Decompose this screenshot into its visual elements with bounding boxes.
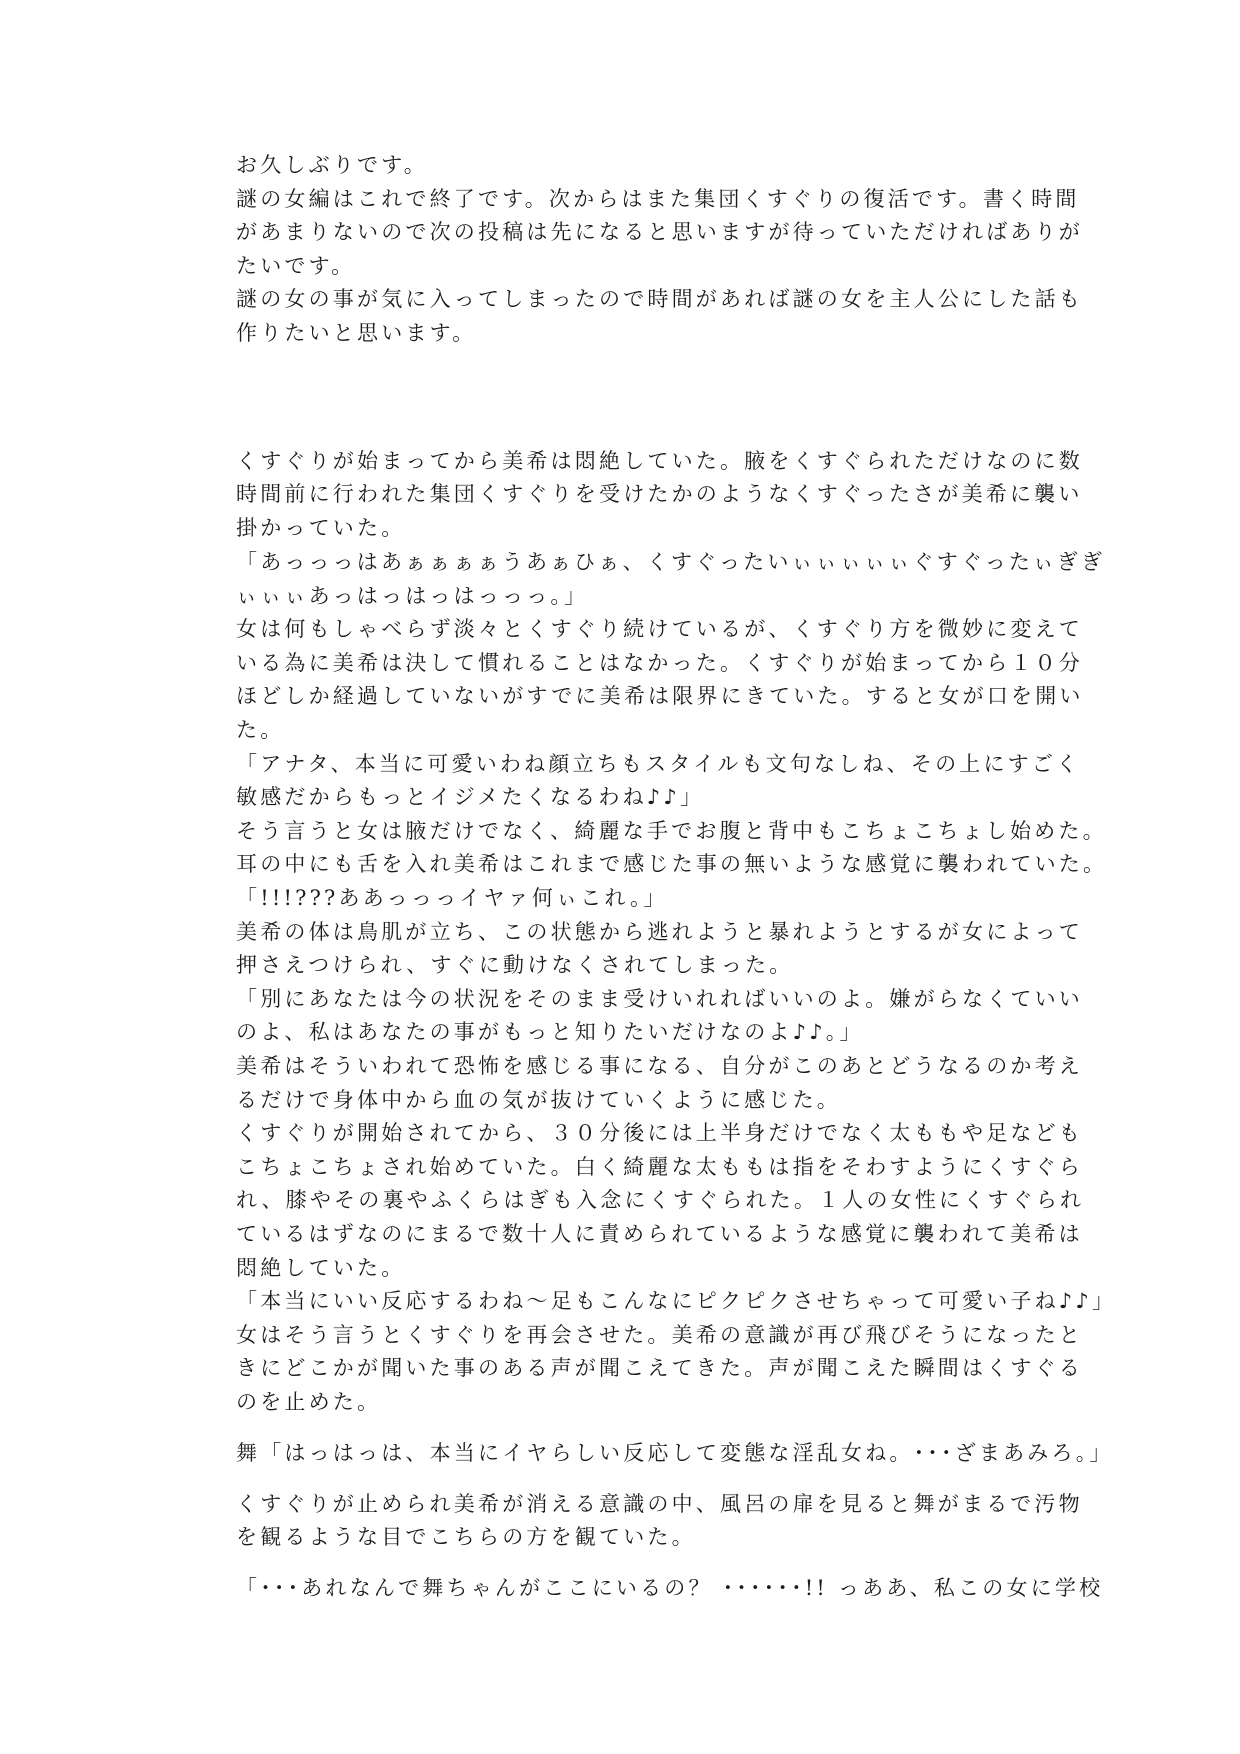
intro-line: 謎の女の事が気に入ってしまったので時間があれば謎の女を主人公にした話も [236, 287, 1083, 311]
intro-line: があまりないので次の投稿は先になると思いますが待っていただければありが [236, 220, 1083, 244]
story-line: ほどしか経過していないがすでに美希は限界にきていた。すると女が口を開い [236, 684, 1084, 708]
intro-line: 謎の女編はこれで終了です。次からはまた集団くすぐりの復活です。書く時間 [236, 187, 1080, 211]
dialogue-line: 「･･･あれなんで舞ちゃんがここにいるの？ ･･････!! っああ、私この女に学校 [236, 1576, 1104, 1600]
story-line: 時間前に行われた集団くすぐりを受けたかのようなくすぐったさが美希に襲い [236, 482, 1083, 506]
story-line: 悶絶していた。 [236, 1256, 406, 1280]
story-line: た。 [236, 718, 285, 742]
story-line: 耳の中にも舌を入れ美希はこれまで感じた事の無いような感覚に襲われていた。 [236, 852, 1108, 876]
story-line: 美希の体は鳥肌が立ち、この状態から逃れようと暴れようとするが女によって [236, 920, 1083, 944]
story-line: 「あっっっはあぁぁぁぁうあぁひぁ、くすぐったいぃぃぃぃぃぐすぐったぃぎぎ [236, 550, 1106, 574]
story-line: 敏感だからもっとイジメたくなるわね♪♪」 [236, 785, 705, 809]
story-line: くすぐりが止められ美希が消える意識の中、風呂の扉を見ると舞がまるで汚物 [236, 1492, 1083, 1516]
story-line: 「アナタ、本当に可愛いわね顔立ちもスタイルも文句なしね、その上にすごく [236, 752, 1081, 776]
story-line: ているはずなのにまるで数十人に責められているような感覚に襲われて美希は [236, 1222, 1083, 1246]
story-line: きにどこかが聞いた事のある声が聞こえてきた。声が聞こえた瞬間はくすぐる [236, 1356, 1083, 1380]
story-line: 「!!!???ああっっっイヤァ何ぃこれ。」 [236, 886, 668, 910]
intro-line: たいです。 [236, 254, 356, 278]
story-line: 女はそう言うとくすぐりを再会させた。美希の意識が再び飛びそうになったと [236, 1323, 1083, 1347]
story-line: を観るような目でこちらの方を観ていた。 [236, 1525, 696, 1549]
story-line: のを止めた。 [236, 1390, 382, 1414]
story-line: 掛かっていた。 [236, 516, 406, 540]
story-line: 美希はそういわれて恐怖を感じる事になる、自分がこのあとどうなるのか考え [236, 1054, 1083, 1078]
story-line: くすぐりが始まってから美希は悶絶していた。腋をくすぐられただけなのに数 [236, 449, 1083, 473]
story-line: 押さえつけられ、すぐに動けなくされてしまった。 [236, 953, 794, 977]
intro-line: 作りたいと思います。 [236, 321, 477, 345]
story-line: のよ、私はあなたの事がもっと知りたいだけなのよ♪♪。」 [236, 1020, 864, 1044]
story-line: 「別にあなたは今の状況をそのまま受けいれればいいのよ。嫌がらなくていい [236, 987, 1083, 1011]
dialogue-line: 舞「はっはっは、本当にイヤらしい反応して変態な淫乱女ね。･･･ざまあみろ。」 [236, 1441, 1114, 1465]
story-line: こちょこちょされ始めていた。白く綺麗な太ももは指をそわすようにくすぐら [236, 1155, 1083, 1179]
story-line: ぃぃぃあっはっはっはっっっ。」 [236, 584, 589, 608]
story-line: そう言うと女は腋だけでなく、綺麗な手でお腹と背中もこちょこちょし始めた。 [236, 819, 1107, 843]
story-line: 「本当にいい反応するわね～足もこんなにピクピクさせちゃって可愛い子ね♪♪」 [236, 1289, 1117, 1313]
story-line: れ、膝やその裏やふくらはぎも入念にくすぐられた。１人の女性にくすぐられ [236, 1188, 1085, 1212]
story-line: 女は何もしゃべらず淡々とくすぐり続けているが、くすぐり方を微妙に変えて [236, 617, 1083, 641]
story-line: るだけで身体中から血の気が抜けていくように感じた。 [236, 1088, 841, 1112]
story-line: くすぐりが開始されてから、３０分後には上半身だけでなく太ももや足なども [236, 1121, 1083, 1145]
story-line: いる為に美希は決して慣れることはなかった。くすぐりが始まってから１０分 [236, 651, 1083, 675]
intro-line: お久しぶりです。 [236, 153, 428, 177]
